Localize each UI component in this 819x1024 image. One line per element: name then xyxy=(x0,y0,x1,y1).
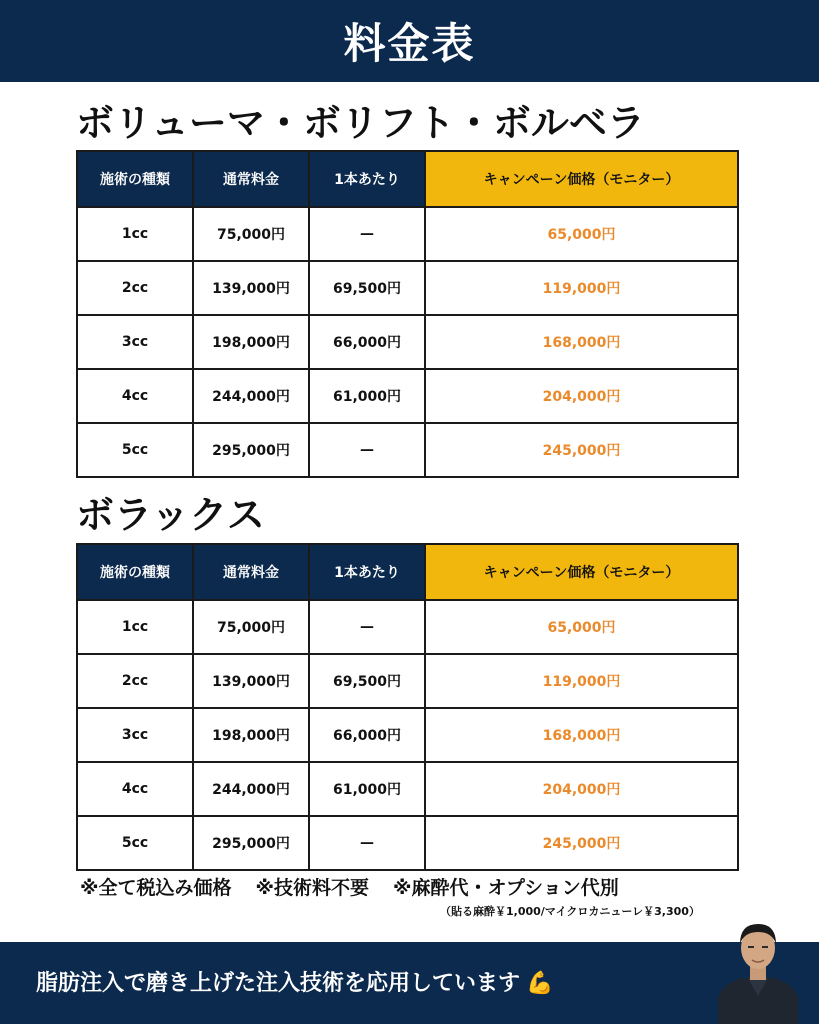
cell-regular: 244,000円 xyxy=(193,762,309,816)
section-title-volume: ボリューマ・ボリフト・ボルベラ xyxy=(76,101,645,145)
cell-campaign: 245,000円 xyxy=(425,423,738,477)
footer-text: 脂肪注入で磨き上げた注入技術を応用しています xyxy=(36,971,521,996)
cell-type: 3cc xyxy=(77,708,193,762)
header-treatment-type: 施術の種類 xyxy=(77,151,193,207)
cell-regular: 139,000円 xyxy=(193,654,309,708)
cell-campaign: 168,000円 xyxy=(425,315,738,369)
section-title-volux: ボラックス xyxy=(76,493,265,537)
cell-per-unit: 66,000円 xyxy=(309,315,425,369)
table-row xyxy=(77,207,738,261)
table-header-row xyxy=(77,544,738,600)
header-treatment-type: 施術の種類 xyxy=(77,544,193,600)
cell-type: 1cc xyxy=(77,207,193,261)
cell-type: 3cc xyxy=(77,315,193,369)
sub-note: （貼る麻酔￥1,000/マイクロカニューレ￥3,300） xyxy=(440,905,700,918)
cell-per-unit: 61,000円 xyxy=(309,369,425,423)
cell-per-unit: — xyxy=(309,207,425,261)
table-row xyxy=(77,261,738,315)
flexed-biceps-icon: 💪 xyxy=(526,971,554,996)
table-row xyxy=(77,708,738,762)
cell-campaign: 204,000円 xyxy=(425,369,738,423)
cell-type: 5cc xyxy=(77,816,193,870)
price-table-volux xyxy=(76,543,739,871)
notes-line xyxy=(80,873,740,900)
cell-per-unit: — xyxy=(309,600,425,654)
cell-regular: 75,000円 xyxy=(193,600,309,654)
table-row xyxy=(77,600,738,654)
cell-campaign: 119,000円 xyxy=(425,654,738,708)
cell-regular: 295,000円 xyxy=(193,816,309,870)
header-campaign-price: キャンペーン価格（モニター） xyxy=(425,151,738,207)
header-regular-price: 通常料金 xyxy=(193,151,309,207)
cell-regular: 139,000円 xyxy=(193,261,309,315)
cell-regular: 295,000円 xyxy=(193,423,309,477)
cell-campaign: 168,000円 xyxy=(425,708,738,762)
cell-per-unit: 61,000円 xyxy=(309,762,425,816)
footer-message xyxy=(36,966,553,997)
cell-regular: 198,000円 xyxy=(193,708,309,762)
cell-regular: 75,000円 xyxy=(193,207,309,261)
table-row xyxy=(77,423,738,477)
top-banner xyxy=(0,0,819,82)
cell-type: 1cc xyxy=(77,600,193,654)
cell-regular: 244,000円 xyxy=(193,369,309,423)
header-regular-price: 通常料金 xyxy=(193,544,309,600)
cell-type: 5cc xyxy=(77,423,193,477)
table-row xyxy=(77,816,738,870)
cell-campaign: 204,000円 xyxy=(425,762,738,816)
cell-campaign: 65,000円 xyxy=(425,600,738,654)
price-table-volume xyxy=(76,150,739,478)
header-campaign-price: キャンペーン価格（モニター） xyxy=(425,544,738,600)
cell-per-unit: — xyxy=(309,816,425,870)
cell-per-unit: 66,000円 xyxy=(309,708,425,762)
header-per-unit: 1本あたり xyxy=(309,544,425,600)
cell-per-unit: — xyxy=(309,423,425,477)
cell-type: 2cc xyxy=(77,261,193,315)
cell-type: 4cc xyxy=(77,369,193,423)
table-row xyxy=(77,762,738,816)
table-row xyxy=(77,654,738,708)
table-header-row xyxy=(77,151,738,207)
cell-type: 4cc xyxy=(77,762,193,816)
doctor-photo xyxy=(712,910,804,1024)
cell-per-unit: 69,500円 xyxy=(309,261,425,315)
cell-per-unit: 69,500円 xyxy=(309,654,425,708)
cell-regular: 198,000円 xyxy=(193,315,309,369)
page-title: 料金表 xyxy=(343,19,476,68)
note-anesthesia-extra: ※麻酔代・オプション代別 xyxy=(392,877,619,899)
cell-type: 2cc xyxy=(77,654,193,708)
note-no-tech-fee: ※技術料不要 xyxy=(255,877,369,899)
table-row xyxy=(77,369,738,423)
table-row xyxy=(77,315,738,369)
cell-campaign: 119,000円 xyxy=(425,261,738,315)
bottom-banner xyxy=(0,942,819,1024)
cell-campaign: 65,000円 xyxy=(425,207,738,261)
note-tax-included: ※全て税込み価格 xyxy=(80,877,232,899)
header-per-unit: 1本あたり xyxy=(309,151,425,207)
cell-campaign: 245,000円 xyxy=(425,816,738,870)
